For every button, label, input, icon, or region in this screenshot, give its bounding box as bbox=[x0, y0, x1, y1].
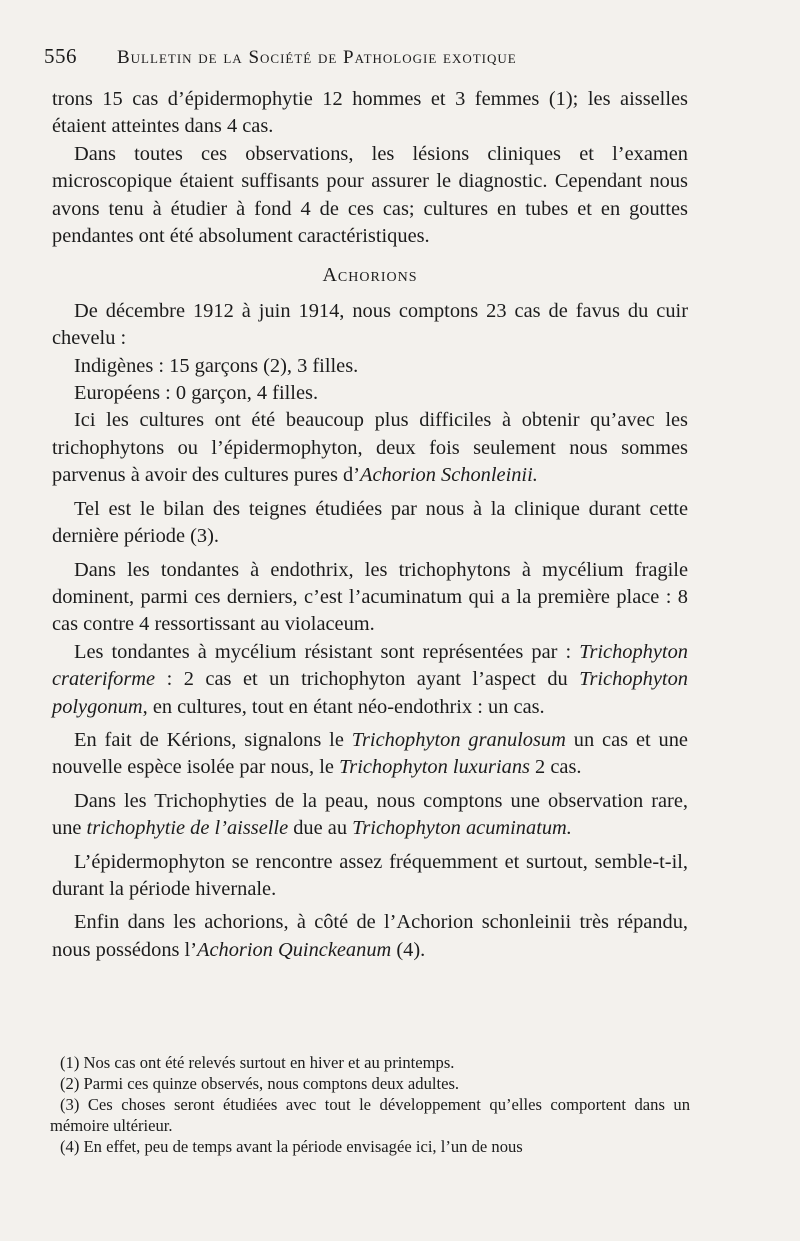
paragraph bbox=[52, 407, 688, 489]
italic-run: Trichophyton luxurians bbox=[339, 756, 530, 779]
paragraph: Tel est le bilan des teignes étudiées par nous à la clinique durant cette dernière période (3). bbox=[52, 497, 688, 548]
paragraph: Dans les tondantes à endothrix, les trichophytons à mycélium fragile dominent, parmi ces derniers, c’est l’acuminatum qui a la première place : 8 cas contre 4 ressortissant au violaceum. bbox=[52, 558, 688, 636]
footnote: (2) Parmi ces quinze observés, nous comptons deux adultes. bbox=[60, 1074, 460, 1093]
running-title: Bulletin de la Société de Pathologie exotique bbox=[117, 47, 517, 68]
italic-run: Trichophyton acuminatum. bbox=[352, 817, 572, 840]
text-run: Les tondantes à mycélium résistant sont représentées par : bbox=[74, 640, 580, 663]
footnotes bbox=[50, 1052, 690, 1157]
italic-run: Trichophyton polygonum bbox=[52, 668, 688, 718]
italic-run: Achorion Schonleinii. bbox=[360, 464, 538, 487]
text-run: En fait de Kérions, signalons le bbox=[74, 728, 352, 751]
paragraph bbox=[52, 788, 688, 843]
text-run: Dans les Trichophyties de la peau, nous comptons une observation rare, une bbox=[52, 789, 688, 840]
text-run: Ici les cultures ont été beaucoup plus difficiles à obtenir qu’avec les trichophytons ou l’épidermophyton, deux fois seulement nous sommes parvenus à avoir des cultures pures d’ bbox=[52, 409, 688, 487]
body-text bbox=[52, 86, 688, 964]
running-header bbox=[44, 44, 744, 69]
paragraph bbox=[52, 727, 688, 782]
italic-run: Trichophyton crateriforme bbox=[52, 640, 688, 691]
paragraph: Dans toutes ces observations, les lésions cliniques et l’examen microscopique étaient suffisants pour assurer le diagnostic. Cependant nous avons tenu à étudier à fond 4 de ces cas; cultures en tubes et en gouttes pendantes ont été absolument caractéristiques. bbox=[52, 142, 688, 248]
page-number: 556 bbox=[44, 44, 77, 68]
italic-run: Trichophyton granulosum bbox=[351, 728, 566, 751]
italic-run: Achorion Quinckeanum bbox=[197, 938, 392, 961]
text-run: (4). bbox=[391, 938, 426, 961]
paragraph: De décembre 1912 à juin 1914, nous comptons 23 cas de favus du cuir chevelu : bbox=[52, 299, 688, 350]
footnote: (3) Ces choses seront étudiées avec tout le développement qu’elles comportent dans un mémoire ultérieur. bbox=[50, 1095, 690, 1135]
paragraph bbox=[52, 639, 688, 721]
paragraph: Indigènes : 15 garçons (2), 3 filles. bbox=[74, 354, 359, 377]
paragraph: L’épidermophyton se rencontre assez fréquemment et surtout, semble-t-il, durant la période hivernale. bbox=[52, 850, 688, 900]
text-run: un cas et une nouvelle espèce isolée par nous, le bbox=[52, 728, 688, 779]
paragraph: Européens : 0 garçon, 4 filles. bbox=[74, 382, 319, 405]
text-run: : 2 cas et un trichophyton ayant l’aspect du bbox=[155, 668, 580, 691]
section-title: Achorions bbox=[322, 264, 418, 287]
text-run: 2 cas. bbox=[529, 756, 582, 779]
paragraph bbox=[52, 909, 688, 964]
italic-run: trichophytie de l’aisselle bbox=[86, 817, 289, 840]
footnote: (4) En effet, peu de temps avant la période envisagée ici, l’un de nous bbox=[60, 1137, 523, 1156]
footnote: (1) Nos cas ont été relevés surtout en hiver et au printemps. bbox=[60, 1053, 455, 1072]
text-run: , en cultures, tout en étant néo-endothrix : un cas. bbox=[142, 695, 545, 718]
text-run: Enfin dans les achorions, à côté de l’Achorion schonleinii très répandu, nous possédons l’ bbox=[52, 911, 688, 961]
paragraph: trons 15 cas d’épidermophytie 12 hommes et 3 femmes (1); les aisselles étaient atteintes dans 4 cas. bbox=[52, 88, 688, 138]
text-run: due au bbox=[288, 817, 353, 840]
